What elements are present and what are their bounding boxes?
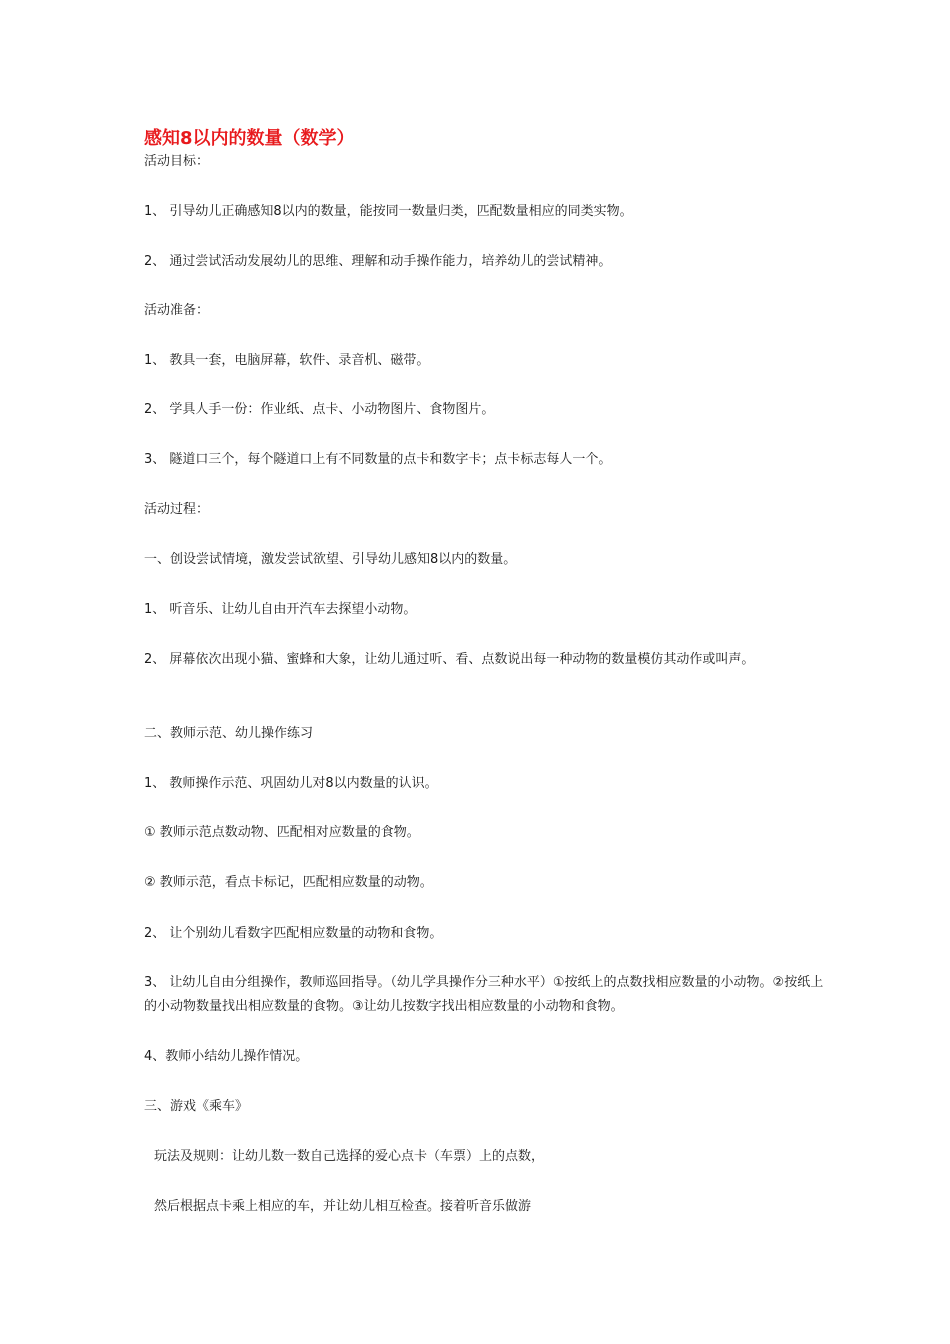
process-step-2-sub-2: ② 教师示范，看点卡标记，匹配相应数量的动物。 [144,875,433,890]
goal-item-1: 1、 引导幼儿正确感知8以内的数量，能按同一数量归类，匹配数量相应的同类实物。 [144,204,633,219]
process-step-2-item-4: 4、教师小结幼儿操作情况。 [144,1049,309,1064]
preparation-item-2: 2、 学具人手一份：作业纸、点卡、小动物图片、食物图片。 [144,402,495,417]
game-rules-line-1: 玩法及规则：让幼儿数一数自己选择的爱心点卡（车票）上的点数， [154,1149,545,1164]
process-step-2-sub-1: ① 教师示范点数动物、匹配相对应数量的食物。 [144,825,420,840]
preparation-item-3: 3、 隧道口三个，每个隧道口上有不同数量的点卡和数字卡；点卡标志每人一个。 [144,452,612,467]
section-heading-goals: 活动目标： [144,154,210,169]
game-rules-line-2: 然后根据点卡乘上相应的车，并让幼儿相互检查。接着听音乐做游 [154,1199,532,1214]
process-step-2-item-2: 2、 让个别幼儿看数字匹配相应数量的动物和食物。 [144,926,443,941]
process-step-3-heading: 三、游戏《乘车》 [144,1099,249,1114]
goal-item-2: 2、 通过尝试活动发展幼儿的思维、理解和动手操作能力，培养幼儿的尝试精神。 [144,254,612,269]
process-step-2-heading: 二、教师示范、幼儿操作练习 [144,726,314,741]
process-step-1-item-2: 2、 屏幕依次出现小猫、蜜蜂和大象，让幼儿通过听、看、点数说出每一种动物的数量模仿其动作或叫声。 [144,652,755,667]
process-step-1-item-1: 1、 听音乐、让幼儿自由开汽车去探望小动物。 [144,602,417,617]
document-title: 感知8以内的数量（数学） [144,128,355,149]
section-heading-process: 活动过程： [144,502,210,517]
preparation-item-1: 1、 教具一套，电脑屏幕，软件、录音机、磁带。 [144,353,430,368]
process-step-1-heading: 一、创设尝试情境，激发尝试欲望、引导幼儿感知8以内的数量。 [144,552,517,567]
process-step-2-item-1: 1、 教师操作示范、巩固幼儿对8以内数量的认识。 [144,776,438,791]
section-heading-preparation: 活动准备： [144,303,210,318]
process-step-2-item-3: 3、 让幼儿自由分组操作，教师巡回指导。（幼儿学具操作分三种水平）①按纸上的点数找相应数量的小动物。②按纸上的小动物数量找出相应数量的食物。③让幼儿按数字找出相应数量的小动物和食物。 [144,975,824,1014]
